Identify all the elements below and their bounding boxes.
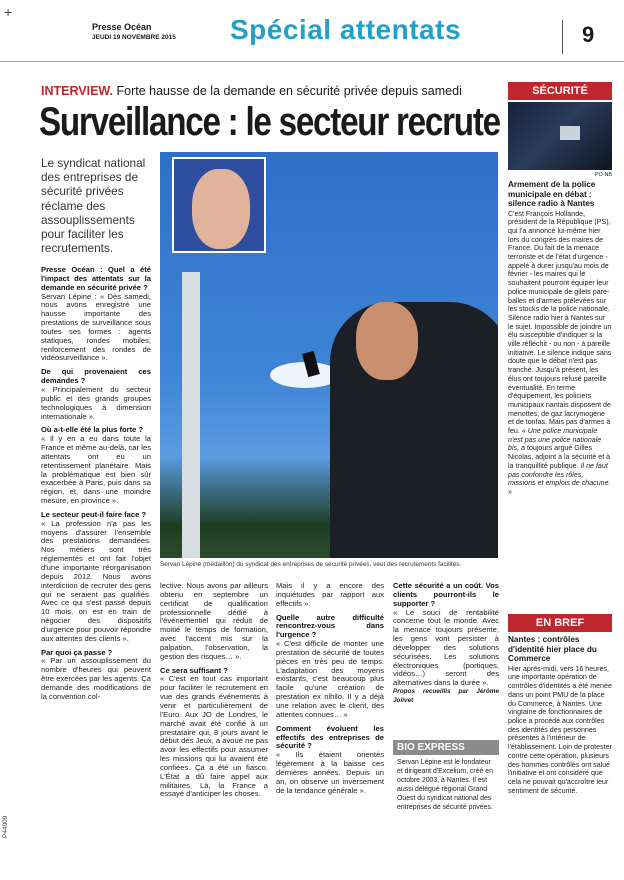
page-number: 9 [582,22,595,47]
interview-question: Le secteur peut-il faire face ? [41,509,147,519]
article-column-4 [393,582,499,706]
article-lede: Le syndicat national des entreprises de sécurité privées réclame des assouplissements pour faciliter les recrutements. [41,156,146,256]
en-bref-body: Hier après-midi, vers 16 heures, une importante opération de contrôles d'identités a été menée dans un point PMU de la place du Commerce, à Nantes. Une vingtaine de fonctionnaires de police a procédé aux contrôles des identités des personnes présentes à l'intérieur de l'établissement. Loin de protester contre cette opération, plusieurs des hommes contrôlés ont salué l'initiative et ont considéré que cela ne pouvait qu'accroître leur sentiment de sécurité. [508,664,612,795]
article-headline: Surveillance : le secteur recrute [39,100,500,144]
page-code: P44009 [2,815,9,838]
bio-express-label: BIO EXPRESS [393,740,499,755]
article-column-3 [276,582,384,795]
registration-mark: + [4,4,13,20]
interview-question: Où a-t-elle été la plus forte ? [41,425,144,435]
sidebar-securite [508,82,612,497]
photo-pole [182,272,200,558]
issue-date: JEUDI 19 NOVEMBRE 2015 [92,34,176,41]
section-title: Spécial attentats [230,14,462,45]
interview-question: Comment évoluent les effectifs des entreprises de sécurité ? [276,723,384,751]
en-bref-box [508,614,612,795]
interview-answer: Mais il y a encore des inquiétudes par rapport aux effectifs ». [276,581,384,608]
interview-answer: « Le souci de rentabilité concerne tout le monde. Avec la menace toujours présente, les gens vont persister à développer des solutions sécurisées. Les solutions électroniques (portiques, vidéos…) seront des alternatives dans la durée ». [393,607,499,688]
inset-portrait [172,157,266,253]
article-column-2 [160,582,268,799]
newspaper-name: Presse Océan [92,22,152,32]
police-badge-icon [560,126,580,140]
interview-answer: « Il y en a eu dans toute la France et même au-delà, car les attentats ont eu un retentissement planétaire. Mais la problématique est bien sûr exacerbée à Paris, puis dans sa région, et, dans une moindre mesure, en province ». [41,434,151,506]
photo-person-head [356,302,418,380]
inset-portrait-face [192,169,250,249]
en-bref-title: Nantes : contrôles d'identité hier place du Commerce [508,635,597,664]
photo-caption: Servan Lépine (médaillon) du syndicat des entreprises de sécurité privées, veut des recrutements facilités. [160,561,462,568]
interview-question: Cette sécurité a un coût. Vos clients pourront-ils le supporter ? [393,581,499,608]
interview-answer: « C'est difficile de monter une prestation de sécurité de toutes pièces en très peu de temps. L'adaptation des moyens existants, c'est beaucoup plus facile qu'une création de prestation ex nihilo. Il y a déjà une relation avec le client, des attentes connues… » [276,639,384,719]
kicker-text: Forte hausse de la demande en sécurité privée depuis samedi [116,84,462,98]
kicker-label: INTERVIEW. [41,84,114,98]
interview-answer: « La profession n'a pas les moyens d'assurer l'ensemble des prestations demandées. Nos métiers sont très réglementés et ont fait l'objet d'une importante réorganisation depuis 2012. Nous avons interdiction de recruter des gens qui ne seraient pas qualifiés. Avec ce qui s'est passé depuis 10 mois, on est en train de négocier des dispositifs d'urgence pour pouvoir répondre aux attentes des clients ». [41,518,151,643]
interview-answer: Servan Lépine : « Dès samedi, nous avons enregistré une hausse importante des prestations de surveillance sous toutes ses formes : agents statiques, rondes mobiles, renforcement des rondes de vidéosurveillance ». [41,291,151,363]
interview-question: Quelle autre difficulté rencontrez-vous dans l'urgence ? [276,612,384,640]
sidebar-quote-attribution: a toujours argué Gilles Nicolas, adjoint à la sécurité et à la tranquillité publique. [508,444,611,470]
interview-question: De qui provenaient ces demandes ? [41,367,151,386]
article-credit: Propos recueillis par Jérôme Jolivet [393,688,499,704]
sidebar-label: SÉCURITÉ [508,82,612,100]
sidebar-quote: « Une police municipale n'est pas une police nationale bis, [508,427,602,453]
interview-answer: « Ils étaient orientés légèrement à la baisse ces dernières années. Depuis un an, on observe un inversement de la tendance générale ». [276,750,384,795]
sidebar-photo-credit: PO-NB [594,172,612,178]
header-divider [562,20,563,54]
sidebar-photo [508,102,612,170]
page-header [0,0,624,62]
sidebar-body [508,210,612,497]
interview-question: Presse Océan : Quel a été l'impact des attentats sur la demande en sécurité privée ? [41,265,151,292]
interview-answer: « Principalement du secteur public et des grands groupes technologiques à dimension internationale ». [41,384,151,421]
interview-answer: « Par un assouplissement du nombre d'heures qui peuvent être exercées par les agents. Ça demande des modifications de la convention col- [41,656,151,701]
article-column-1 [41,266,151,702]
interview-question: Ce sera suffisant ? [160,665,228,675]
bio-express-box [393,740,499,812]
sidebar-quote-end: Il ne faut pas confondre les rôles, missions et emplois de chacune. » [508,461,611,496]
article-kicker [41,84,462,98]
bio-express-text: Servan Lépine est le fondateur et dirigeant d'Excelium, créé en octobre 2003, à Nantes. Il est aussi délégué régional Grand Ouest du syndicat national des entreprises de sécurité privées. [397,759,493,811]
interview-answer: « C'est en tout cas important pour faciliter le recrutement en vue des grands événements à venir et particulièrement de l'Euro. Aux JO de Londres, le marché avait été confié à un prestataire qui, 8 jours avant le début des Jeux, a avoué ne pas avoir les effectifs pour assumer les missions qui lui avaient été confiées. Ça a été un fiasco. L'État a dû faire appel aux militaires. Là, la France a essayé d'anticiper les choses. [160,674,268,799]
interview-question: Par quoi ça passe ? [41,647,113,657]
interview-answer: lective. Nous avons par ailleurs obtenu en septembre un certificat de qualification professionnelle dédié à l'événementiel qui réduit de moitié le temps de formation, avec l'accent mis sur la palpation, l'observation, la gestion des risques… ». [160,581,268,661]
sidebar-body-text: C'est François Hollande, président de la République (PS), qui l'a annoncé lui-même hier lors du congrès des maires de France. Du fait de la menace terroriste et de l'état d'urgence - appelé à durer jusqu'au mois de février - les maires qui le souhaitent pourront équiper leur police municipale de gilets pare-balles et d'armes prélevées sur les stocks de la police nationale. Silence radio hier à Nantes sur le sujet. Impossible de joindre un élu susceptible d'indiquer si la ville réfléchit - ou non - à pareille initiative. Le silence indique sans doute que le débat n'est pas tranché. Jusqu'à présent, les élus ont toujours refusé pareille éventualité. En terme d'équipement, les policiers municipaux nantais disposent de menottes, de gaz lacrymogène et de tonfas. Mais pas d'armes à feu. [508,209,612,436]
sidebar-title: Armement de la police municipale en débat : silence radio à Nantes [508,180,596,208]
en-bref-label: EN BREF [508,614,612,632]
